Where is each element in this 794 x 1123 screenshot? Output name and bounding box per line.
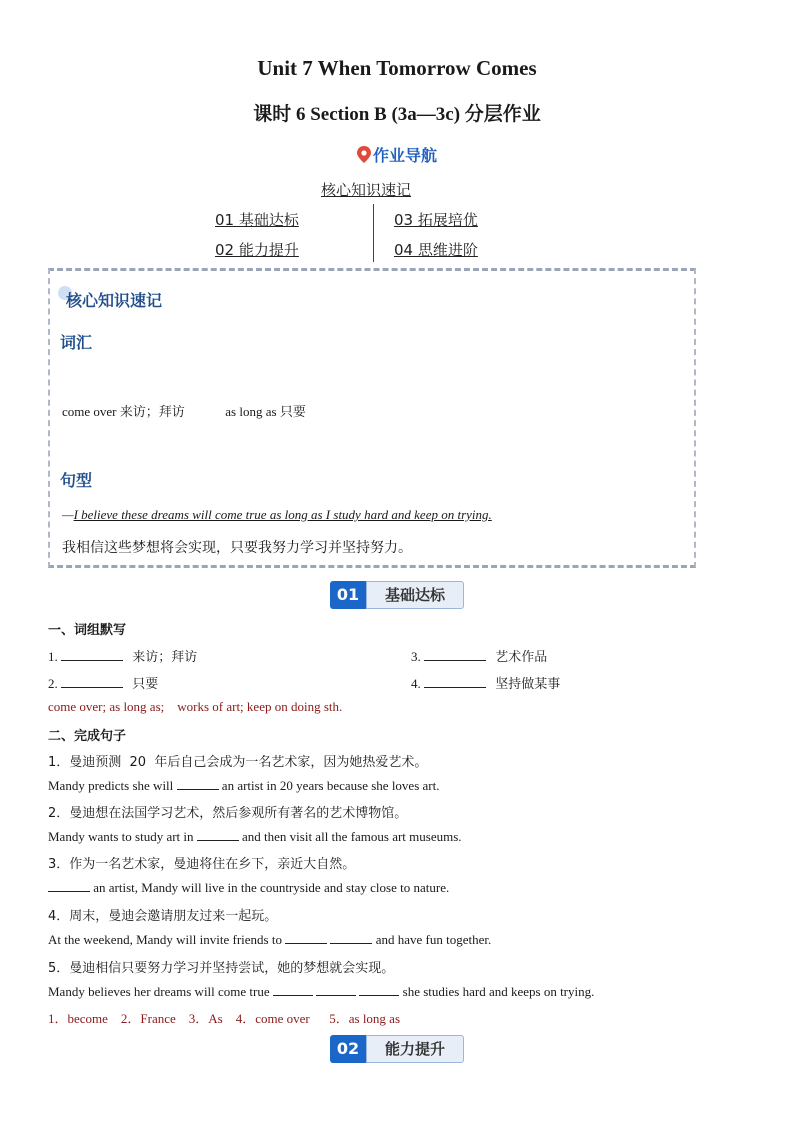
page-title: Unit 7 When Tomorrow Comes [257,56,537,80]
badge-label: 基础达标 [366,581,464,609]
vocab-cn: 来访；拜访 [119,405,185,420]
part1-item [48,673,158,692]
nav-link-core[interactable]: 核心知识速记 [321,181,412,199]
location-pin-icon [357,146,371,163]
sentence-cn: 我相信这些梦想将会实现，只要我努力学习并坚持努力。 [62,540,412,556]
item-number: 2. [48,676,58,691]
question-en-text: Mandy wants to study art in [48,829,194,844]
item-text: 来访；拜访 [132,650,198,665]
question-en-text: Mandy believes her dreams will come true [48,984,270,999]
question-en-text: an artist, Mandy will live in the countryside and stay close to nature. [93,880,450,895]
question-cn: 5．曼迪相信只要努力学习并坚持尝试，她的梦想就会实现。 [48,961,395,976]
answer-blank[interactable] [273,994,313,996]
sentence-heading: 句型 [60,471,93,490]
answer-blank[interactable] [316,994,356,996]
question-cn: 1．曼迪预测 20 年后自己会成为一名艺术家，因为她热爱艺术。 [48,755,428,770]
answer-blank[interactable] [177,788,219,790]
answer-blank[interactable] [424,659,486,661]
question-en-text: and have fun together. [375,932,492,947]
nav-divider [373,204,374,262]
vocab-line [62,401,306,420]
item-number: 3. [411,649,421,664]
part1-item [48,646,197,665]
question-en-text: she studies hard and keeps on trying. [402,984,595,999]
nav-heading [0,143,794,166]
item-number: 1. [48,649,58,664]
part2-answer: 1．become 2．France 3．As 4．come over 5．as long as [48,1011,401,1026]
nav-link-04[interactable]: 04 思维进阶 [394,241,478,259]
nav-heading-text: 作业导航 [372,146,437,165]
question-cn: 4．周末，曼迪会邀请朋友过来一起玩。 [48,909,278,924]
vocab-en: come over [62,404,117,419]
part2-heading: 二、完成句子 [48,729,127,744]
answer-blank[interactable] [61,686,123,688]
answer-blank[interactable] [197,839,239,841]
answer-blank[interactable] [330,942,372,944]
answer-blank[interactable] [48,890,90,892]
badge-label: 能力提升 [366,1035,464,1063]
badge-number: 01 [330,581,366,609]
vocab-en: as long as [225,404,277,419]
nav-link-01[interactable]: 01 基础达标 [215,211,299,229]
badge-number: 02 [330,1035,366,1063]
question-en-text: Mandy predicts she will [48,778,174,793]
answer-blank[interactable] [61,659,123,661]
question-en-text: and then visit all the famous art museums. [242,829,462,844]
answer-blank[interactable] [285,942,327,944]
sentence-en: —I believe these dreams will come true as long as I study hard and keep on trying. [62,507,492,522]
vocab-cn: 只要 [279,405,306,420]
question-en-text: At the weekend, Mandy will invite friends to [48,932,282,947]
page-subtitle: 课时 6 Section B (3a—3c) 分层作业 [253,104,541,125]
part1-item [411,673,560,692]
sentence-en-text: I believe these dreams will come true as long as I study hard and keep on trying. [73,507,492,522]
item-text: 坚持做某事 [495,677,561,692]
answer-blank[interactable] [359,994,399,996]
vocab-heading: 词汇 [60,333,93,352]
question-cn: 3．作为一名艺术家，曼迪将住在乡下，亲近大自然。 [48,857,356,872]
part1-answer: come over; as long as; works of art; keep on doing sth. [48,699,343,714]
question-en [48,880,449,896]
question-en [48,984,594,1000]
section-badge-02 [330,1035,464,1063]
part1-heading: 一、词组默写 [48,623,127,638]
question-en [48,932,491,948]
question-cn: 2．曼迪想在法国学习艺术，然后参观所有著名的艺术博物馆。 [48,806,408,821]
answer-blank[interactable] [424,686,486,688]
section-badge-01 [330,581,464,609]
item-number: 4. [411,676,421,691]
question-en-text: an artist in 20 years because she loves art. [221,778,440,793]
item-text: 只要 [132,677,159,692]
part1-item [411,646,547,665]
nav-link-03[interactable]: 03 拓展培优 [394,211,478,229]
item-text: 艺术作品 [495,650,548,665]
question-en [48,778,439,794]
nav-link-02[interactable]: 02 能力提升 [215,241,299,259]
core-title: 核心知识速记 [66,291,163,310]
question-en [48,829,462,845]
